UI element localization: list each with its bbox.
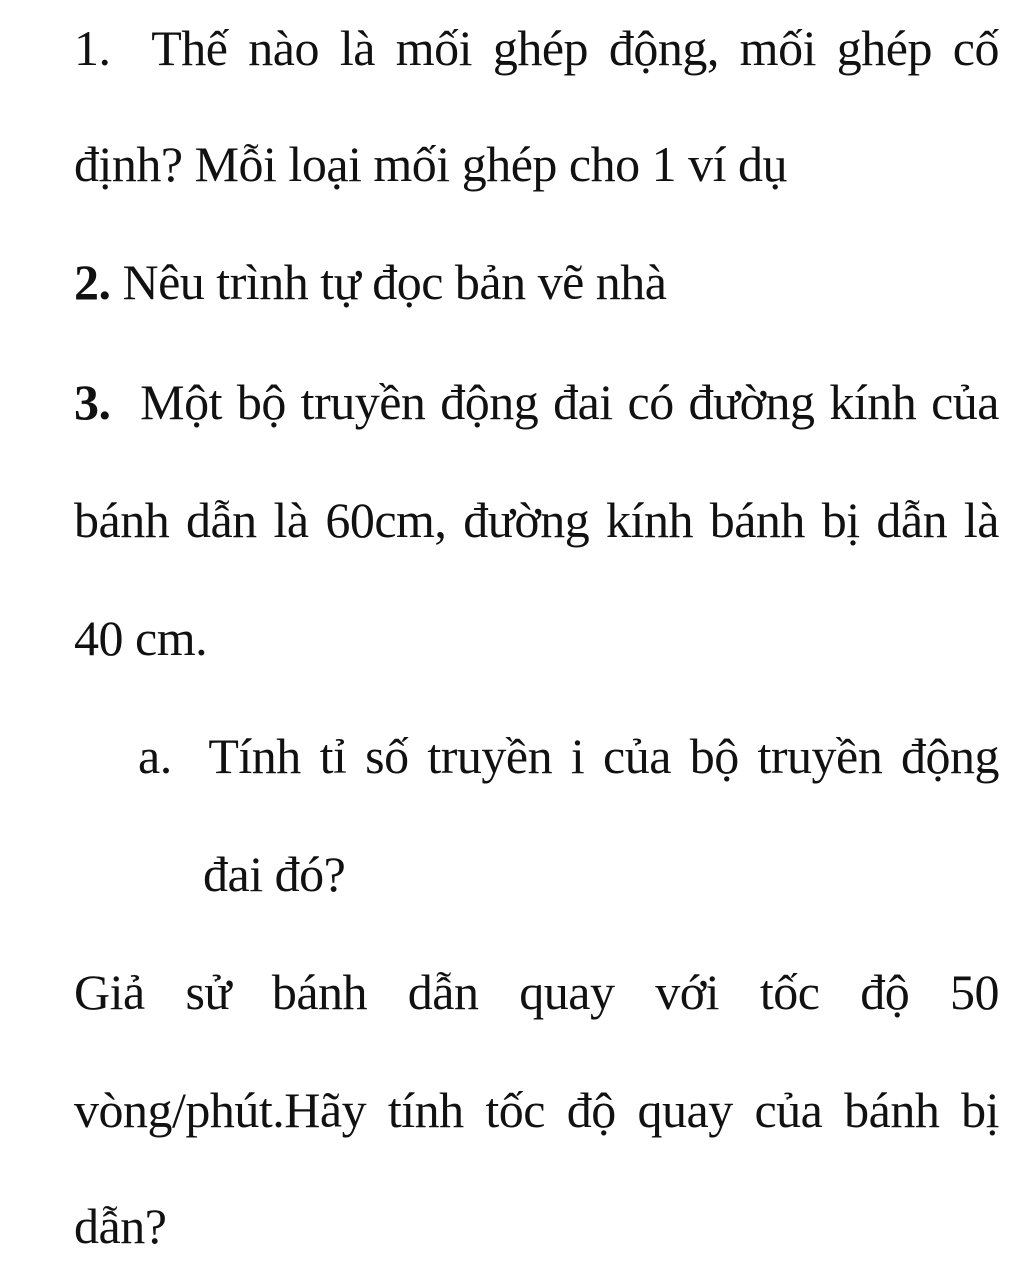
part-a-line-1 (138, 726, 999, 786)
question-3-line-2: bánh dẫn là 60cm, đường kính bánh bị dẫn là (74, 492, 999, 548)
question-3-line-3: 40 cm. (74, 610, 208, 666)
question-1-number: 1. (74, 20, 111, 76)
part-b-line-1: Giả sử bánh dẫn quay với tốc độ 50 (74, 964, 999, 1020)
question-1-line-2: định? Mỗi loại mối ghép cho 1 ví dụ (74, 136, 787, 192)
question-1-line-1 (74, 18, 999, 78)
part-a-text-line-1: Tính tỉ số truyền i của bộ truyền động (208, 728, 999, 784)
part-b-line-2: vòng/phút.Hãy tính tốc độ quay của bánh bị (74, 1082, 999, 1138)
part-a-marker: a. (138, 728, 172, 784)
part-b-line-3: dẫn? (74, 1198, 167, 1254)
question-2-line (74, 252, 667, 312)
part-a-line-2: đai đó? (203, 846, 346, 902)
question-1-text-line-1: Thế nào là mối ghép động, mối ghép cố (151, 20, 999, 76)
question-2-text: Nêu trình tự đọc bản vẽ nhà (122, 254, 667, 310)
question-2-number: 2. (74, 254, 111, 310)
question-3-number: 3. (74, 374, 111, 430)
question-3-text-line-1: Một bộ truyền động đai có đường kính của (140, 374, 999, 430)
question-3-line-1 (74, 372, 999, 432)
